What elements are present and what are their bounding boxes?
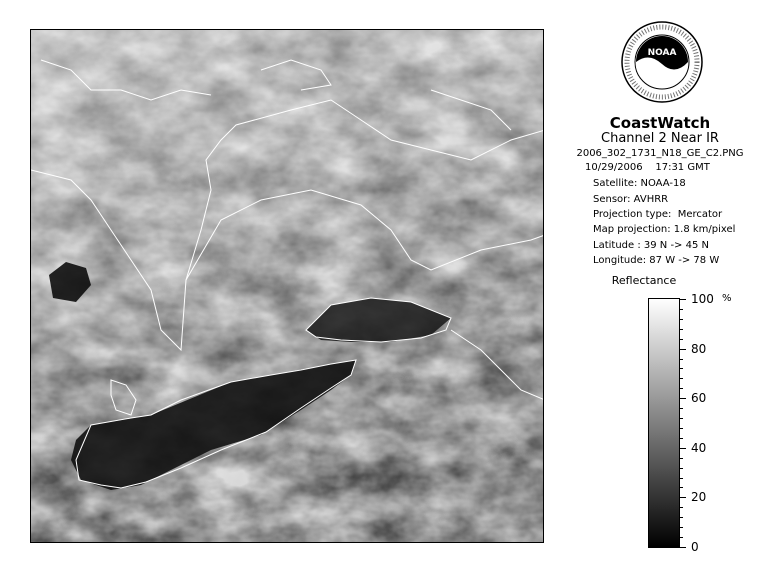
file-name: 2006_302_1731_N18_GE_C2.PNG xyxy=(576,148,744,159)
colorbar-major-tick xyxy=(680,349,686,350)
colorbar-minor-tick xyxy=(680,408,683,409)
colorbar-minor-tick xyxy=(680,359,683,360)
colorbar-minor-tick xyxy=(680,468,683,469)
colorbar-minor-tick xyxy=(680,329,683,330)
colorbar-minor-tick xyxy=(680,319,683,320)
acquisition-datetime: 10/29/2006 17:31 GMT xyxy=(585,162,710,173)
channel-title: Channel 2 Near IR xyxy=(601,131,719,146)
longitude-range-label: Longitude: 87 W -> 78 W xyxy=(593,255,720,266)
satellite-label: Satellite: NOAA-18 xyxy=(593,178,686,189)
colorbar-tick-label: 100 xyxy=(691,292,714,306)
colorbar-tick-label: 80 xyxy=(691,341,707,356)
noaa-logo xyxy=(620,20,704,104)
noaa-logo-icon xyxy=(620,20,704,104)
colorbar-title: Reflectance xyxy=(611,274,677,287)
colorbar-minor-tick xyxy=(680,458,683,459)
colorbar-minor-tick xyxy=(680,388,683,389)
reflectance-colorbar xyxy=(648,298,680,548)
sensor-label: Sensor: AVHRR xyxy=(593,194,669,205)
colorbar-minor-tick xyxy=(680,507,683,508)
product-title: CoastWatch xyxy=(609,114,711,132)
colorbar-minor-tick xyxy=(680,537,683,538)
colorbar-tick-label: 60 xyxy=(691,391,707,406)
colorbar-minor-tick xyxy=(680,339,683,340)
colorbar-minor-tick xyxy=(680,378,683,379)
colorbar-tick-label: 20 xyxy=(691,490,707,505)
colorbar-major-tick xyxy=(680,547,686,548)
colorbar-minor-tick xyxy=(680,418,683,419)
colorbar-tick-label: 0 xyxy=(691,540,699,554)
colorbar-minor-tick xyxy=(680,309,683,310)
noaa-logo-text: NOAA xyxy=(647,48,677,58)
colorbar-unit: % xyxy=(722,293,732,304)
map-projection-label: Map projection: 1.8 km/pixel xyxy=(593,224,736,235)
colorbar-minor-tick xyxy=(680,527,683,528)
projection-type-label: Projection type: Mercator xyxy=(593,209,723,220)
colorbar-minor-tick xyxy=(680,428,683,429)
colorbar-major-tick xyxy=(680,299,686,300)
satellite-image-canvas xyxy=(31,30,544,543)
colorbar-major-tick xyxy=(680,497,686,498)
colorbar-major-tick xyxy=(680,398,686,399)
colorbar-minor-tick xyxy=(680,478,683,479)
colorbar-minor-tick xyxy=(680,517,683,518)
colorbar-minor-tick xyxy=(680,368,683,369)
colorbar-major-tick xyxy=(680,448,686,449)
colorbar-tick-label: 40 xyxy=(691,440,707,455)
colorbar-minor-tick xyxy=(680,487,683,488)
colorbar-minor-tick xyxy=(680,438,683,439)
latitude-range-label: Latitude : 39 N -> 45 N xyxy=(593,240,709,251)
satellite-image xyxy=(30,29,544,543)
